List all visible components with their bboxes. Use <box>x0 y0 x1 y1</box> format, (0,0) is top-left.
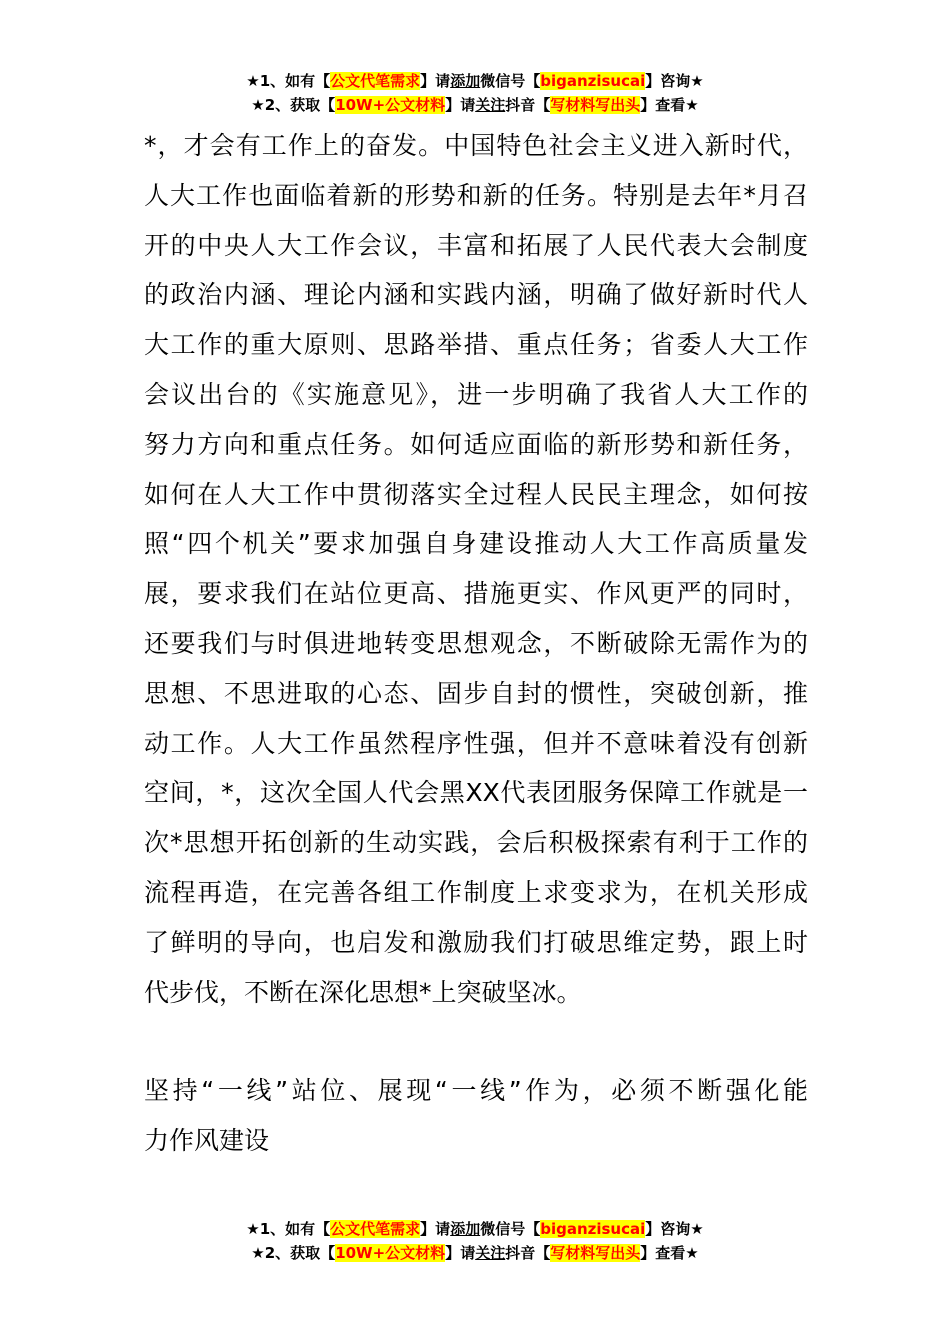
notice-prefix: ★1、如有【 <box>246 1220 331 1238</box>
notice-underlined: 添加 <box>450 1220 481 1238</box>
footer-notice <box>0 1217 950 1265</box>
paragraph-line: 的政治内涵、理论内涵和实践内涵，明确了做好新时代人 <box>144 280 808 310</box>
notice-underlined: 关注 <box>475 96 506 114</box>
notice-text: 抖音【 <box>505 1244 551 1262</box>
paragraph-line: 如何在人大工作中贯彻落实全过程人民民主理念，如何按 <box>144 479 808 509</box>
section-heading <box>144 1066 808 1166</box>
notice-text: 】请 <box>420 72 451 90</box>
notice-prefix: ★1、如有【 <box>246 72 331 90</box>
footer-notice-line-1 <box>0 1217 950 1241</box>
paragraph-line: 动工作。人大工作虽然程序性强，但并不意味着没有创新 <box>144 728 808 758</box>
notice-text: 抖音【 <box>505 96 551 114</box>
paragraph-line: 努力方向和重点任务。如何适应面临的新形势和新任务， <box>144 429 808 459</box>
notice-prefix: ★2、获取【 <box>251 96 336 114</box>
paragraph-line: 还要我们与时俱进地转变思想观念，不断破除无需作为的 <box>144 628 808 658</box>
highlight-materials: 10W+公文材料 <box>335 96 446 114</box>
header-notice <box>0 69 950 117</box>
notice-text: 微信号【 <box>480 72 541 90</box>
paragraph-line: 了鲜明的导向，也启发和激励我们打破思维定势，跟上时 <box>144 927 808 957</box>
highlight-service: 公文代笔需求 <box>330 72 421 90</box>
paragraph-line: 人大工作也面临着新的形势和新的任务。特别是去年*月召 <box>144 180 808 210</box>
header-notice-line-1 <box>0 69 950 93</box>
footer-notice-line-2 <box>0 1241 950 1265</box>
paragraph-line: 开的中央人大工作会议，丰富和拓展了人民代表大会制度 <box>144 230 808 260</box>
notice-underlined: 关注 <box>475 1244 506 1262</box>
paragraph-line: 会议出台的《实施意见》，进一步明确了我省人大工作的 <box>144 379 808 409</box>
notice-suffix: 】咨询★ <box>645 72 704 90</box>
paragraph-line: 代步伐，不断在深化思想*上突破坚冰。 <box>144 977 582 1007</box>
highlight-wechat-id: biganzisucai <box>540 72 646 90</box>
paragraph-line: 大工作的重大原则、思路举措、重点任务；省委人大工作 <box>144 330 808 360</box>
body-paragraph-1 <box>144 121 808 1017</box>
notice-text: 】请 <box>445 96 476 114</box>
notice-text: 】请 <box>445 1244 476 1262</box>
notice-suffix: 】查看★ <box>640 1244 699 1262</box>
paragraph-line: 流程再造，在完善各组工作制度上求变求为，在机关形成 <box>144 877 808 907</box>
paragraph-line: *，才会有工作上的奋发。中国特色社会主义进入新时代， <box>144 131 808 160</box>
highlight-materials: 10W+公文材料 <box>335 1244 446 1262</box>
header-notice-line-2 <box>0 93 950 117</box>
notice-text: 】请 <box>420 1220 451 1238</box>
notice-suffix: 】查看★ <box>640 96 699 114</box>
notice-prefix: ★2、获取【 <box>251 1244 336 1262</box>
paragraph-line: 照“四个机关”要求加强自身建设推动人大工作高质量发 <box>144 529 808 559</box>
notice-text: 微信号【 <box>480 1220 541 1238</box>
highlight-service: 公文代笔需求 <box>330 1220 421 1238</box>
heading-line: 坚持“一线”站位、展现“一线”作为，必须不断强化能 <box>144 1076 808 1105</box>
highlight-douyin-account: 写材料写出头 <box>550 96 641 114</box>
heading-line: 力作风建设 <box>144 1125 270 1155</box>
highlight-wechat-id: biganzisucai <box>540 1220 646 1238</box>
paragraph-line: 思想、不思进取的心态、固步自封的惯性，突破创新，推 <box>144 678 808 708</box>
notice-underlined: 添加 <box>450 72 481 90</box>
highlight-douyin-account: 写材料写出头 <box>550 1244 641 1262</box>
paragraph-line: 空间，*，这次全国人代会黑XX代表团服务保障工作就是一 <box>144 778 808 808</box>
paragraph-line: 展，要求我们在站位更高、措施更实、作风更严的同时， <box>144 579 808 609</box>
notice-suffix: 】咨询★ <box>645 1220 704 1238</box>
paragraph-line: 次*思想开拓创新的生动实践，会后积极探索有利于工作的 <box>144 828 808 858</box>
